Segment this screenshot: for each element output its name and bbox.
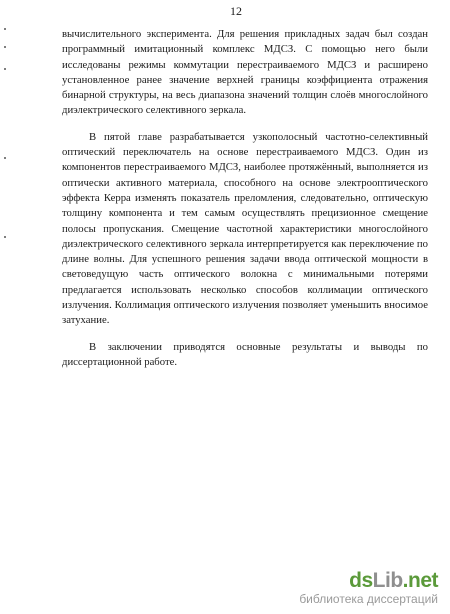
watermark-logo-lib: Lib (372, 569, 403, 592)
body-text (62, 27, 428, 370)
paragraph: вычислительного эксперимента. Для решения прикладных задач был создан программный имитационный комплекс МДСЗ. С помощью него были исследованы режимы коммутации перестраиваемого МДСЗ и расширено установленное ранее значение верхней границы коэффициента отражения бинарной структуры, на весь диапазона значений толщин слоёв многослойного диэлектрического селективного зеркала. (62, 28, 428, 117)
margin-mark (4, 236, 6, 238)
watermark (299, 570, 438, 606)
paragraph: В пятой главе разрабатывается узкополосный частотно-селективный оптический переключатель на основе перестраиваемого МДСЗ. Один из компонентов перестраиваемого МДСЗ, наиболее протяжённый, выполняется из оптически активного материала, способного на основе электрооптического эффекта Керра изменять показатель преломления, следовательно, оптическую толщину компонента и тем самым осуществлять прецизионное смещение полосы пропускания. Смещение частотной характеристики многослойного диэлектрического селективного зеркала интерпретируется как переключение по длине волны. Для успешного решения задачи ввода оптической мощности в световедущую часть оптического волокна с минимальными потерями предлагается использовать несколько способов коллимации оптического излучения. Коллимация оптического излучения позволяет уменьшить вносимое затухание. (62, 130, 428, 327)
watermark-subtitle: библиотека диссертаций (299, 592, 438, 606)
page-number: 12 (230, 4, 242, 18)
watermark-logo-net: .net (402, 569, 438, 592)
margin-mark (4, 68, 6, 70)
watermark-logo (299, 570, 438, 592)
paragraph: В заключении приводятся основные результаты и выводы по диссертационной работе. (62, 340, 428, 368)
margin-mark (4, 46, 6, 48)
margin-mark (4, 157, 6, 159)
watermark-logo-ds: ds (349, 569, 373, 592)
margin-mark (4, 28, 6, 30)
